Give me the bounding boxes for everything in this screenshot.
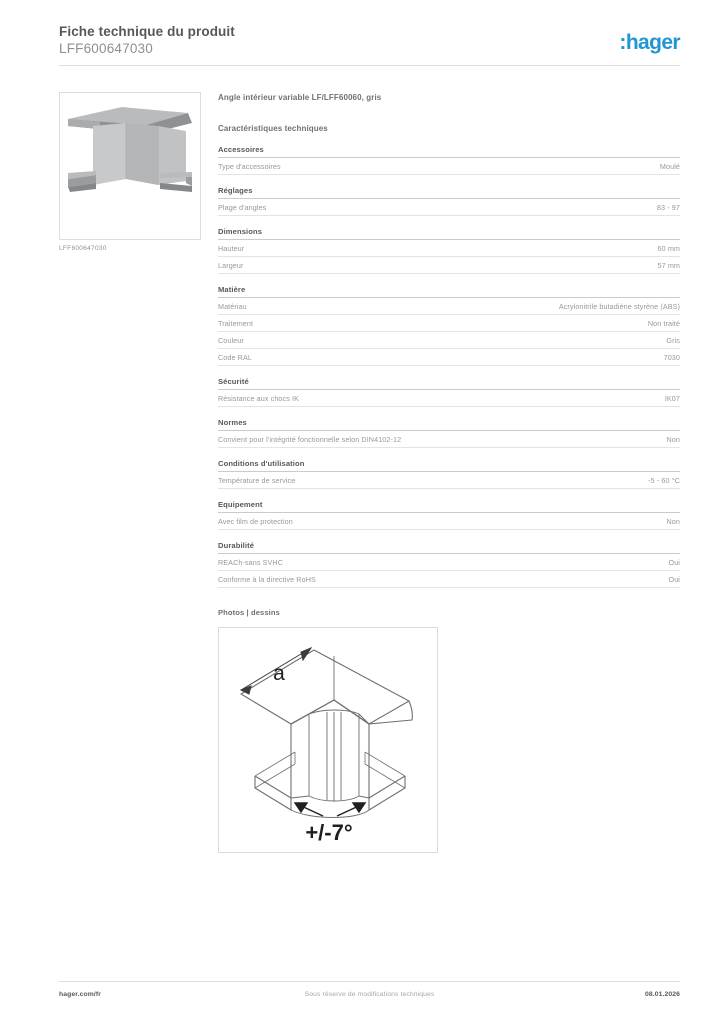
- spec-value: Oui: [668, 558, 680, 567]
- product-photo: [59, 92, 201, 240]
- dimension-label-a: a: [273, 662, 285, 685]
- spec-value: Moulé: [659, 162, 680, 171]
- page-title: Fiche technique du produit: [59, 24, 235, 39]
- logo-text: hager: [625, 31, 680, 54]
- spec-label: Température de service: [218, 476, 296, 485]
- spec-group: [218, 500, 680, 530]
- spec-label: Conforme à la directive RoHS: [218, 575, 316, 584]
- spec-value: 60 mm: [657, 244, 680, 253]
- technical-drawing: [218, 627, 438, 853]
- spec-row: [218, 240, 680, 257]
- spec-row: [218, 431, 680, 448]
- spec-group-title: Dimensions: [218, 227, 680, 240]
- spec-value: Acrylonitrile butadiène styrène (ABS): [558, 302, 680, 311]
- spec-label: Matériau: [218, 302, 247, 311]
- product-name: Angle intérieur variable LF/LFF60060, gris: [218, 93, 382, 102]
- spec-label: Couleur: [218, 336, 244, 345]
- spec-group: [218, 285, 680, 366]
- spec-row: [218, 390, 680, 407]
- spec-row: [218, 199, 680, 216]
- footer-website[interactable]: hager.com/fr: [59, 991, 101, 998]
- footer-date: 08.01.2026: [644, 991, 680, 998]
- spec-value: Non: [666, 435, 680, 444]
- spec-value: IK07: [664, 394, 680, 403]
- product-reference: LFF600647030: [59, 41, 153, 56]
- spec-value: Oui: [668, 575, 680, 584]
- spec-label: REACh-sans SVHC: [218, 558, 284, 567]
- spec-label: Hauteur: [218, 244, 245, 253]
- spec-value: 7030: [663, 353, 680, 362]
- spec-group: [218, 541, 680, 588]
- spec-value: Non traité: [647, 319, 680, 328]
- product-photo-image: [60, 93, 200, 239]
- spec-label: Convient pour l'intégrité fonctionnelle selon DIN4102-12: [218, 435, 402, 444]
- spec-label: Type d'accessoires: [218, 162, 281, 171]
- spec-group-title: Normes: [218, 418, 680, 431]
- spec-value: 57 mm: [657, 261, 680, 270]
- spec-group-title: Matière: [218, 285, 680, 298]
- technical-drawing-image: [219, 628, 437, 852]
- page-footer: [59, 991, 680, 1005]
- spec-row: [218, 349, 680, 366]
- spec-group-title: Conditions d'utilisation: [218, 459, 680, 472]
- spec-group-title: Equipement: [218, 500, 680, 513]
- spec-group-title: Accessoires: [218, 145, 680, 158]
- spec-value: -5 - 60 °C: [648, 476, 680, 485]
- spec-row: [218, 513, 680, 530]
- spec-label: Code RAL: [218, 353, 252, 362]
- spec-label: Avec film de protection: [218, 517, 293, 526]
- spec-groups: [218, 145, 680, 588]
- spec-value: 83 - 97: [656, 203, 680, 212]
- spec-label: Largeur: [218, 261, 244, 270]
- spec-row: [218, 332, 680, 349]
- spec-value: Gris: [666, 336, 680, 345]
- spec-group: [218, 145, 680, 175]
- spec-group-title: Réglages: [218, 186, 680, 199]
- logo-colon: :: [619, 31, 626, 54]
- spec-group: [218, 377, 680, 407]
- page-header: [59, 24, 680, 68]
- spec-group: [218, 459, 680, 489]
- spec-label: Résistance aux chocs IK: [218, 394, 300, 403]
- spec-group-title: Durabilité: [218, 541, 680, 554]
- spec-group: [218, 227, 680, 274]
- spec-row: [218, 257, 680, 274]
- spec-row: [218, 472, 680, 489]
- spec-section-title: Caractéristiques techniques: [218, 124, 328, 133]
- header-divider: [59, 65, 680, 66]
- angle-label: +/-7°: [305, 820, 353, 845]
- footer-disclaimer: Sous réserve de modifications techniques: [304, 991, 435, 998]
- spec-content: [218, 93, 680, 853]
- spec-value: Non: [666, 517, 680, 526]
- spec-row: [218, 571, 680, 588]
- spec-label: Plage d'angles: [218, 203, 267, 212]
- spec-row: [218, 315, 680, 332]
- spec-row: [218, 554, 680, 571]
- spec-label: Traitement: [218, 319, 254, 328]
- spec-group-title: Sécurité: [218, 377, 680, 390]
- spec-row: [218, 298, 680, 315]
- drawing-section-title: Photos | dessins: [218, 608, 280, 617]
- spec-group: [218, 186, 680, 216]
- hager-logo[interactable]: [619, 32, 680, 54]
- footer-divider: [59, 981, 680, 982]
- product-photo-caption: LFF600647030: [59, 245, 107, 252]
- spec-group: [218, 418, 680, 448]
- spec-row: [218, 158, 680, 175]
